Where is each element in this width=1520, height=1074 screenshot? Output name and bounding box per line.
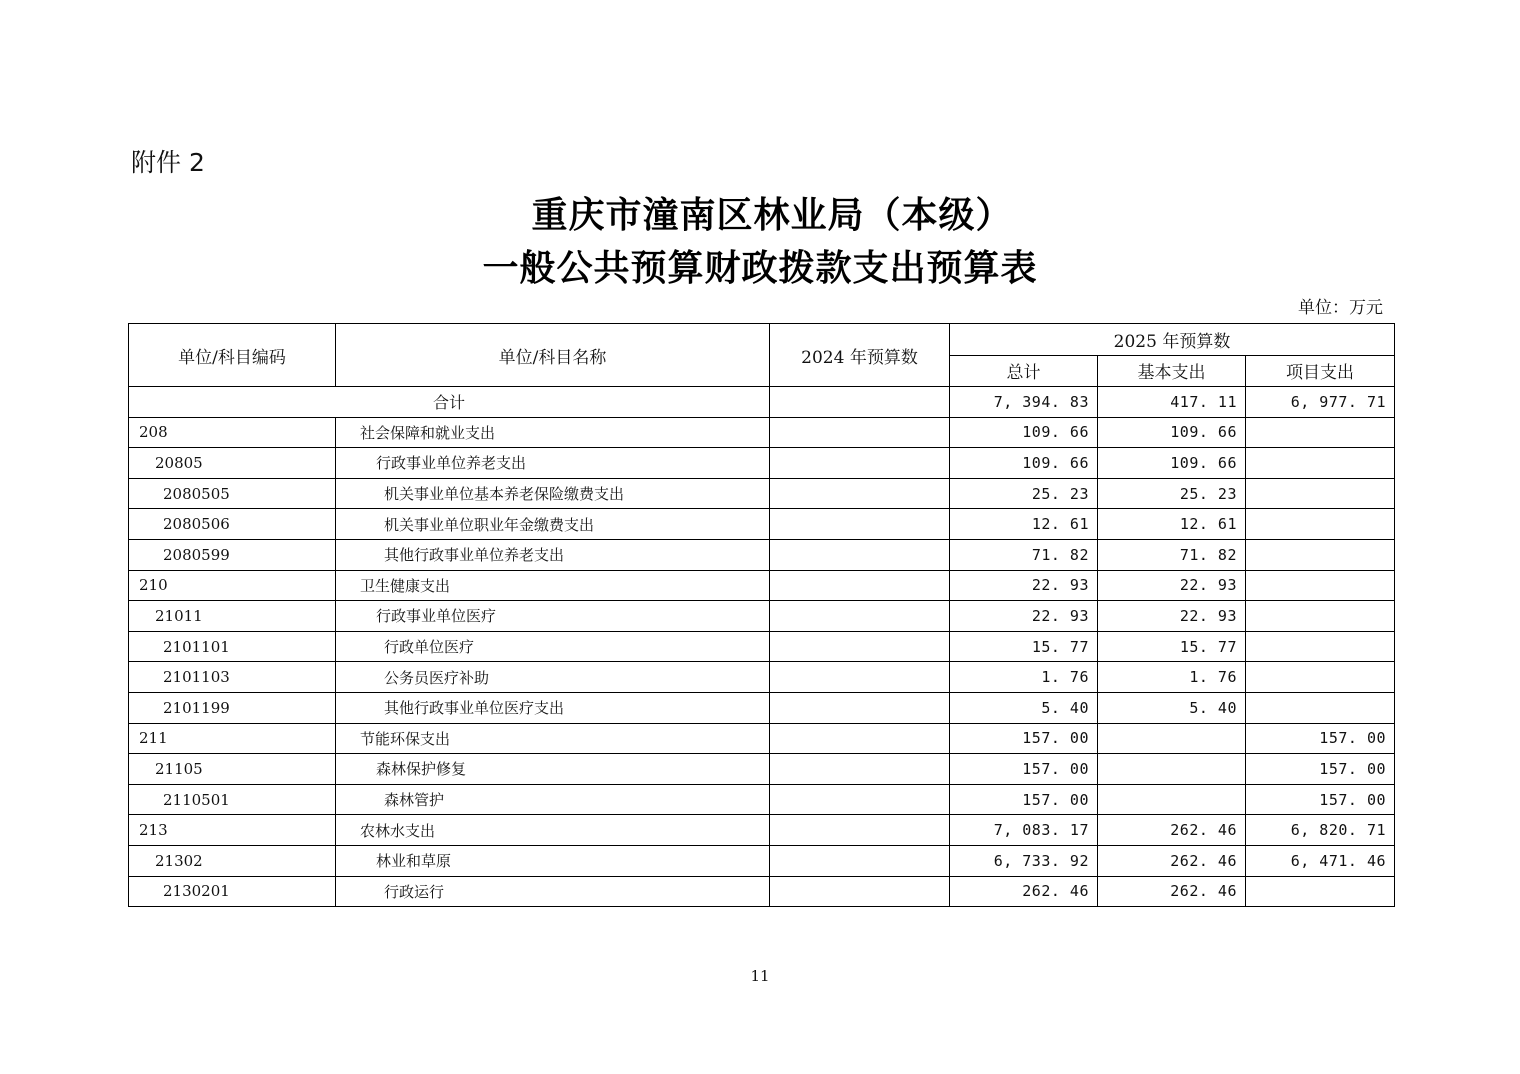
row-basic [1098, 784, 1246, 815]
row-total: 157. 00 [950, 784, 1098, 815]
row-name: 行政单位医疗 [336, 631, 770, 662]
row-basic: 109. 66 [1098, 417, 1246, 448]
header-budget-2024: 2024 年预算数 [770, 324, 950, 387]
row-basic: 262. 46 [1098, 845, 1246, 876]
row-budget-2024 [770, 692, 950, 723]
table-row [129, 876, 1395, 907]
row-budget-2024 [770, 509, 950, 540]
row-name: 行政事业单位医疗 [336, 601, 770, 632]
row-code: 2130201 [129, 876, 336, 907]
row-project [1246, 692, 1395, 723]
row-name: 社会保障和就业支出 [336, 417, 770, 448]
row-name: 其他行政事业单位养老支出 [336, 539, 770, 570]
row-total: 71. 82 [950, 539, 1098, 570]
row-code: 20805 [129, 448, 336, 479]
table-row [129, 845, 1395, 876]
row-project: 157. 00 [1246, 784, 1395, 815]
row-name: 机关事业单位职业年金缴费支出 [336, 509, 770, 540]
row-name: 农林水支出 [336, 815, 770, 846]
page-title-line2: 一般公共预算财政拨款支出预算表 [482, 247, 1038, 289]
row-basic: 1. 76 [1098, 662, 1246, 693]
row-project [1246, 631, 1395, 662]
table-row [129, 478, 1395, 509]
row-code: 2080599 [129, 539, 336, 570]
row-project [1246, 570, 1395, 601]
row-code: 2101199 [129, 692, 336, 723]
row-total: 157. 00 [950, 754, 1098, 785]
row-total: 25. 23 [950, 478, 1098, 509]
row-name: 森林保护修复 [336, 754, 770, 785]
row-budget-2024 [770, 417, 950, 448]
row-basic: 22. 93 [1098, 570, 1246, 601]
row-code: 2110501 [129, 784, 336, 815]
row-budget-2024 [770, 845, 950, 876]
row-code: 2080506 [129, 509, 336, 540]
table-row [129, 723, 1395, 754]
row-project [1246, 662, 1395, 693]
row-project [1246, 448, 1395, 479]
row-name: 机关事业单位基本养老保险缴费支出 [336, 478, 770, 509]
header-budget-2025: 2025 年预算数 [950, 324, 1395, 356]
row-code: 2101101 [129, 631, 336, 662]
row-code: 2101103 [129, 662, 336, 693]
table-row [129, 448, 1395, 479]
row-budget-2024 [770, 448, 950, 479]
table-row [129, 662, 1395, 693]
row-total: 109. 66 [950, 448, 1098, 479]
table-row [129, 539, 1395, 570]
row-project [1246, 478, 1395, 509]
total-budget-2024 [770, 387, 950, 418]
row-basic: 15. 77 [1098, 631, 1246, 662]
row-budget-2024 [770, 631, 950, 662]
row-basic [1098, 723, 1246, 754]
header-project: 项目支出 [1246, 355, 1395, 387]
row-project [1246, 509, 1395, 540]
row-budget-2024 [770, 662, 950, 693]
total-label: 合计 [129, 387, 770, 418]
row-basic: 71. 82 [1098, 539, 1246, 570]
row-total: 7, 083. 17 [950, 815, 1098, 846]
row-basic [1098, 754, 1246, 785]
header-name: 单位/科目名称 [336, 324, 770, 387]
row-budget-2024 [770, 539, 950, 570]
row-basic: 262. 46 [1098, 876, 1246, 907]
row-project: 157. 00 [1246, 723, 1395, 754]
row-code: 210 [129, 570, 336, 601]
table-row [129, 417, 1395, 448]
table-row [129, 570, 1395, 601]
header-basic: 基本支出 [1098, 355, 1246, 387]
total-basic: 417. 11 [1098, 387, 1246, 418]
table-row [129, 692, 1395, 723]
attachment-label: 附件 2 [131, 148, 205, 177]
row-name: 林业和草原 [336, 845, 770, 876]
row-project: 157. 00 [1246, 754, 1395, 785]
row-total: 157. 00 [950, 723, 1098, 754]
row-project [1246, 539, 1395, 570]
row-total: 262. 46 [950, 876, 1098, 907]
row-project [1246, 417, 1395, 448]
table-row [129, 601, 1395, 632]
row-name: 其他行政事业单位医疗支出 [336, 692, 770, 723]
row-code: 2080505 [129, 478, 336, 509]
row-basic: 262. 46 [1098, 815, 1246, 846]
row-basic: 5. 40 [1098, 692, 1246, 723]
row-total: 6, 733. 92 [950, 845, 1098, 876]
row-name: 公务员医疗补助 [336, 662, 770, 693]
row-name: 行政运行 [336, 876, 770, 907]
row-name: 森林管护 [336, 784, 770, 815]
total-total: 7, 394. 83 [950, 387, 1098, 418]
row-code: 208 [129, 417, 336, 448]
header-code: 单位/科目编码 [129, 324, 336, 387]
budget-table [128, 323, 1395, 907]
row-basic: 25. 23 [1098, 478, 1246, 509]
row-budget-2024 [770, 876, 950, 907]
total-project: 6, 977. 71 [1246, 387, 1395, 418]
row-budget-2024 [770, 723, 950, 754]
row-name: 卫生健康支出 [336, 570, 770, 601]
row-total: 22. 93 [950, 570, 1098, 601]
page-title-line1: 重庆市潼南区林业局（本级） [531, 194, 1013, 236]
row-code: 213 [129, 815, 336, 846]
row-budget-2024 [770, 601, 950, 632]
row-code: 21011 [129, 601, 336, 632]
row-name: 行政事业单位养老支出 [336, 448, 770, 479]
table-row [129, 509, 1395, 540]
header-total: 总计 [950, 355, 1098, 387]
row-basic: 12. 61 [1098, 509, 1246, 540]
row-code: 21302 [129, 845, 336, 876]
row-budget-2024 [770, 784, 950, 815]
row-total: 22. 93 [950, 601, 1098, 632]
row-project: 6, 471. 46 [1246, 845, 1395, 876]
table-row [129, 631, 1395, 662]
table-row [129, 815, 1395, 846]
row-total: 109. 66 [950, 417, 1098, 448]
row-code: 21105 [129, 754, 336, 785]
row-budget-2024 [770, 570, 950, 601]
table-row [129, 784, 1395, 815]
row-basic: 22. 93 [1098, 601, 1246, 632]
row-budget-2024 [770, 754, 950, 785]
total-row [129, 387, 1395, 418]
row-project [1246, 876, 1395, 907]
row-project: 6, 820. 71 [1246, 815, 1395, 846]
unit-note: 单位：万元 [1298, 298, 1383, 318]
table-row [129, 754, 1395, 785]
row-total: 5. 40 [950, 692, 1098, 723]
row-name: 节能环保支出 [336, 723, 770, 754]
row-project [1246, 601, 1395, 632]
row-total: 12. 61 [950, 509, 1098, 540]
page-number: 11 [750, 967, 770, 985]
row-basic: 109. 66 [1098, 448, 1246, 479]
row-budget-2024 [770, 478, 950, 509]
row-code: 211 [129, 723, 336, 754]
row-total: 15. 77 [950, 631, 1098, 662]
row-total: 1. 76 [950, 662, 1098, 693]
row-budget-2024 [770, 815, 950, 846]
